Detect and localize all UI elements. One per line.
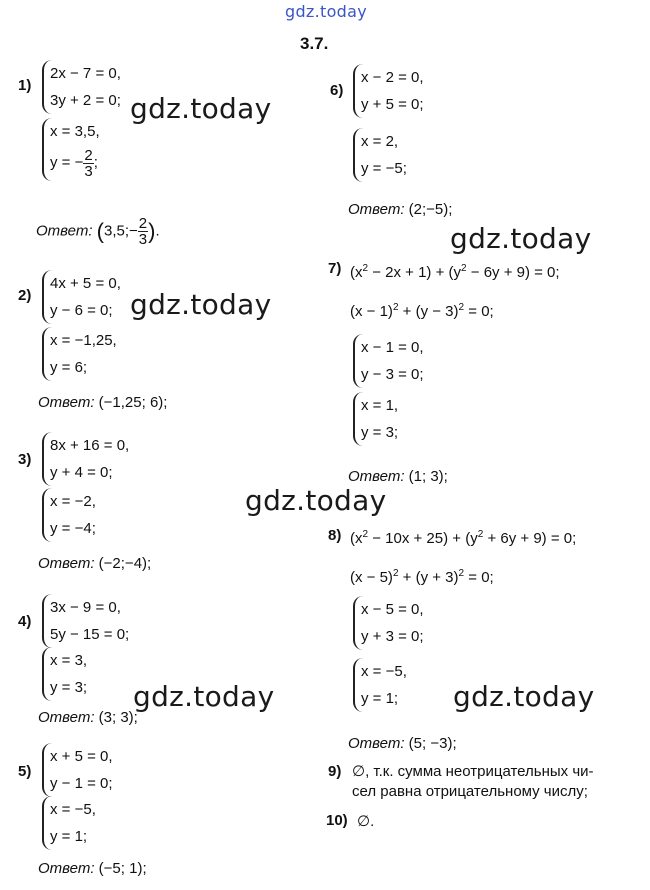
numerator: 2: [84, 146, 93, 164]
equation: [350, 255, 560, 286]
exponent: 2: [392, 568, 399, 579]
watermark: gdz.today: [133, 680, 275, 713]
text-line: сел равна отрицательному числу;: [352, 783, 588, 800]
expr: + (y + 3): [398, 569, 459, 586]
problem-number: 7): [328, 260, 342, 277]
answer-label: Ответ:: [38, 394, 95, 411]
equation: y = 1;: [361, 690, 399, 707]
expr: + 6y + 9) = 0;: [483, 530, 577, 547]
equation: x = 3,5,: [50, 123, 100, 140]
answer-label: Ответ:: [348, 468, 405, 485]
equation-system: [353, 334, 424, 388]
answer: [38, 555, 151, 572]
watermark-top: gdz.today: [285, 2, 367, 21]
answer-label: Ответ:: [38, 860, 95, 877]
answer-label: Ответ:: [348, 735, 405, 752]
fraction: [138, 216, 148, 247]
numerator: 2: [138, 215, 148, 232]
fraction: [83, 148, 93, 179]
answer: [38, 860, 147, 877]
equation: x = −2,: [50, 493, 96, 510]
answer-label: Ответ:: [348, 201, 405, 218]
equation: y = 3;: [361, 424, 399, 441]
equation: [350, 521, 576, 552]
expr: − 6y + 9) = 0;: [466, 264, 560, 281]
exponent: 2: [458, 302, 465, 313]
equation: y − 3 = 0;: [361, 366, 424, 383]
equation-system: [42, 432, 129, 486]
equation-system: [353, 64, 424, 118]
expr: − 10x + 25) + (y: [368, 530, 478, 547]
equation: y + 5 = 0;: [361, 96, 424, 113]
answer-label: Ответ:: [38, 709, 95, 726]
exponent: 2: [458, 568, 465, 579]
equation-system: [42, 743, 113, 797]
expr: + (y − 3): [398, 303, 459, 320]
expr: y = −: [50, 154, 84, 171]
equation: y − 1 = 0;: [50, 775, 113, 792]
answer-value: (−5; 1);: [98, 860, 147, 877]
answer-label: Ответ:: [38, 555, 95, 572]
equation: 5y − 15 = 0;: [50, 626, 130, 643]
expr: − 2x + 1) + (y: [368, 264, 462, 281]
exponent: 2: [461, 263, 467, 274]
text-line: ∅, т.к. сумма неотрицательных чи-: [352, 763, 594, 780]
equation: y = −4;: [50, 520, 96, 537]
equation: [350, 560, 494, 591]
problem-number: 5): [18, 763, 32, 780]
equation: x − 1 = 0,: [361, 339, 424, 356]
equation: x = −5,: [50, 801, 96, 818]
problem-number: 1): [18, 77, 32, 94]
expr: = 0;: [464, 303, 494, 320]
problem-number: 4): [18, 613, 32, 630]
watermark: gdz.today: [130, 288, 272, 321]
answer-label: Ответ:: [36, 222, 93, 240]
equation: y − 6 = 0;: [50, 302, 113, 319]
solution-system: [42, 488, 96, 542]
page-title: 3.7.: [300, 34, 329, 53]
equation-system: [42, 270, 121, 324]
equation: x = −1,25,: [50, 332, 117, 349]
equation: [50, 145, 100, 181]
watermark: gdz.today: [450, 222, 592, 255]
equation-system: [42, 60, 121, 114]
problem-text: [352, 762, 594, 802]
watermark: gdz.today: [245, 484, 387, 517]
answer: [348, 201, 452, 218]
equation: y + 3 = 0;: [361, 628, 424, 645]
equation: x = 2,: [361, 133, 399, 150]
problem-number: 6): [330, 82, 344, 99]
equation: x = 1,: [361, 397, 399, 414]
solution-system: [42, 796, 96, 850]
equation: x = −5,: [361, 663, 407, 680]
equation: y = 6;: [50, 359, 88, 376]
problem-number: 2): [18, 287, 32, 304]
exponent: 2: [392, 302, 399, 313]
answer-value: (5; −3);: [408, 735, 457, 752]
watermark: gdz.today: [453, 680, 595, 713]
equation-system: [42, 594, 129, 648]
expr: (x: [350, 530, 363, 547]
answer-value: (−1,25; 6);: [98, 394, 168, 411]
solution-system: [353, 658, 407, 712]
answer-value: (3; 3);: [98, 709, 138, 726]
equation: x = 3,: [50, 652, 88, 669]
equation: 3x − 9 = 0,: [50, 599, 121, 616]
problem-number: 9): [328, 763, 342, 780]
answer: Ответ: (3,5;− $\frac{2}{3}$ ).: [36, 215, 160, 248]
problem-text: ∅.: [357, 813, 375, 830]
equation: y + 4 = 0;: [50, 464, 113, 481]
answer-value: (1; 3);: [408, 468, 448, 485]
answer: [348, 735, 457, 752]
equation: y = 3;: [50, 679, 88, 696]
answer: [38, 394, 167, 411]
expr: (x − 1): [350, 303, 393, 320]
solution-system: [353, 128, 407, 182]
equation: 2x − 7 = 0,: [50, 65, 121, 82]
answer-value: (−2;−4);: [98, 555, 152, 572]
problem-number: 8): [328, 527, 342, 544]
denominator: 3: [138, 231, 148, 248]
problem-number: 10): [326, 812, 348, 829]
expr: = 0;: [464, 569, 494, 586]
solution-system: [353, 392, 398, 446]
equation: x − 2 = 0,: [361, 69, 424, 86]
equation-system: [353, 596, 424, 650]
equation: x − 5 = 0,: [361, 601, 424, 618]
exponent: 2: [362, 263, 369, 274]
exponent: 2: [362, 529, 369, 540]
solution-system: [42, 647, 87, 701]
answer: [38, 709, 138, 726]
expr: (x: [350, 264, 363, 281]
solution-system: [42, 327, 117, 381]
solution-system: [42, 118, 100, 181]
equation: 8x + 16 = 0,: [50, 437, 130, 454]
watermark: gdz.today: [130, 92, 272, 125]
answer: [348, 468, 448, 485]
equation: [350, 294, 494, 325]
expr: ;: [93, 154, 98, 171]
equation: 4x + 5 = 0,: [50, 275, 121, 292]
equation: y = −5;: [361, 160, 407, 177]
denominator: 3: [84, 162, 93, 180]
equation: y = 1;: [50, 828, 88, 845]
equation: 3y + 2 = 0;: [50, 92, 121, 109]
equation: x + 5 = 0,: [50, 748, 113, 765]
exponent: 2: [477, 529, 484, 540]
problem-number: 3): [18, 451, 32, 468]
answer-value: 3,5;−: [104, 222, 138, 240]
expr: (x − 5): [350, 569, 393, 586]
answer-value: (2;−5);: [408, 201, 453, 218]
